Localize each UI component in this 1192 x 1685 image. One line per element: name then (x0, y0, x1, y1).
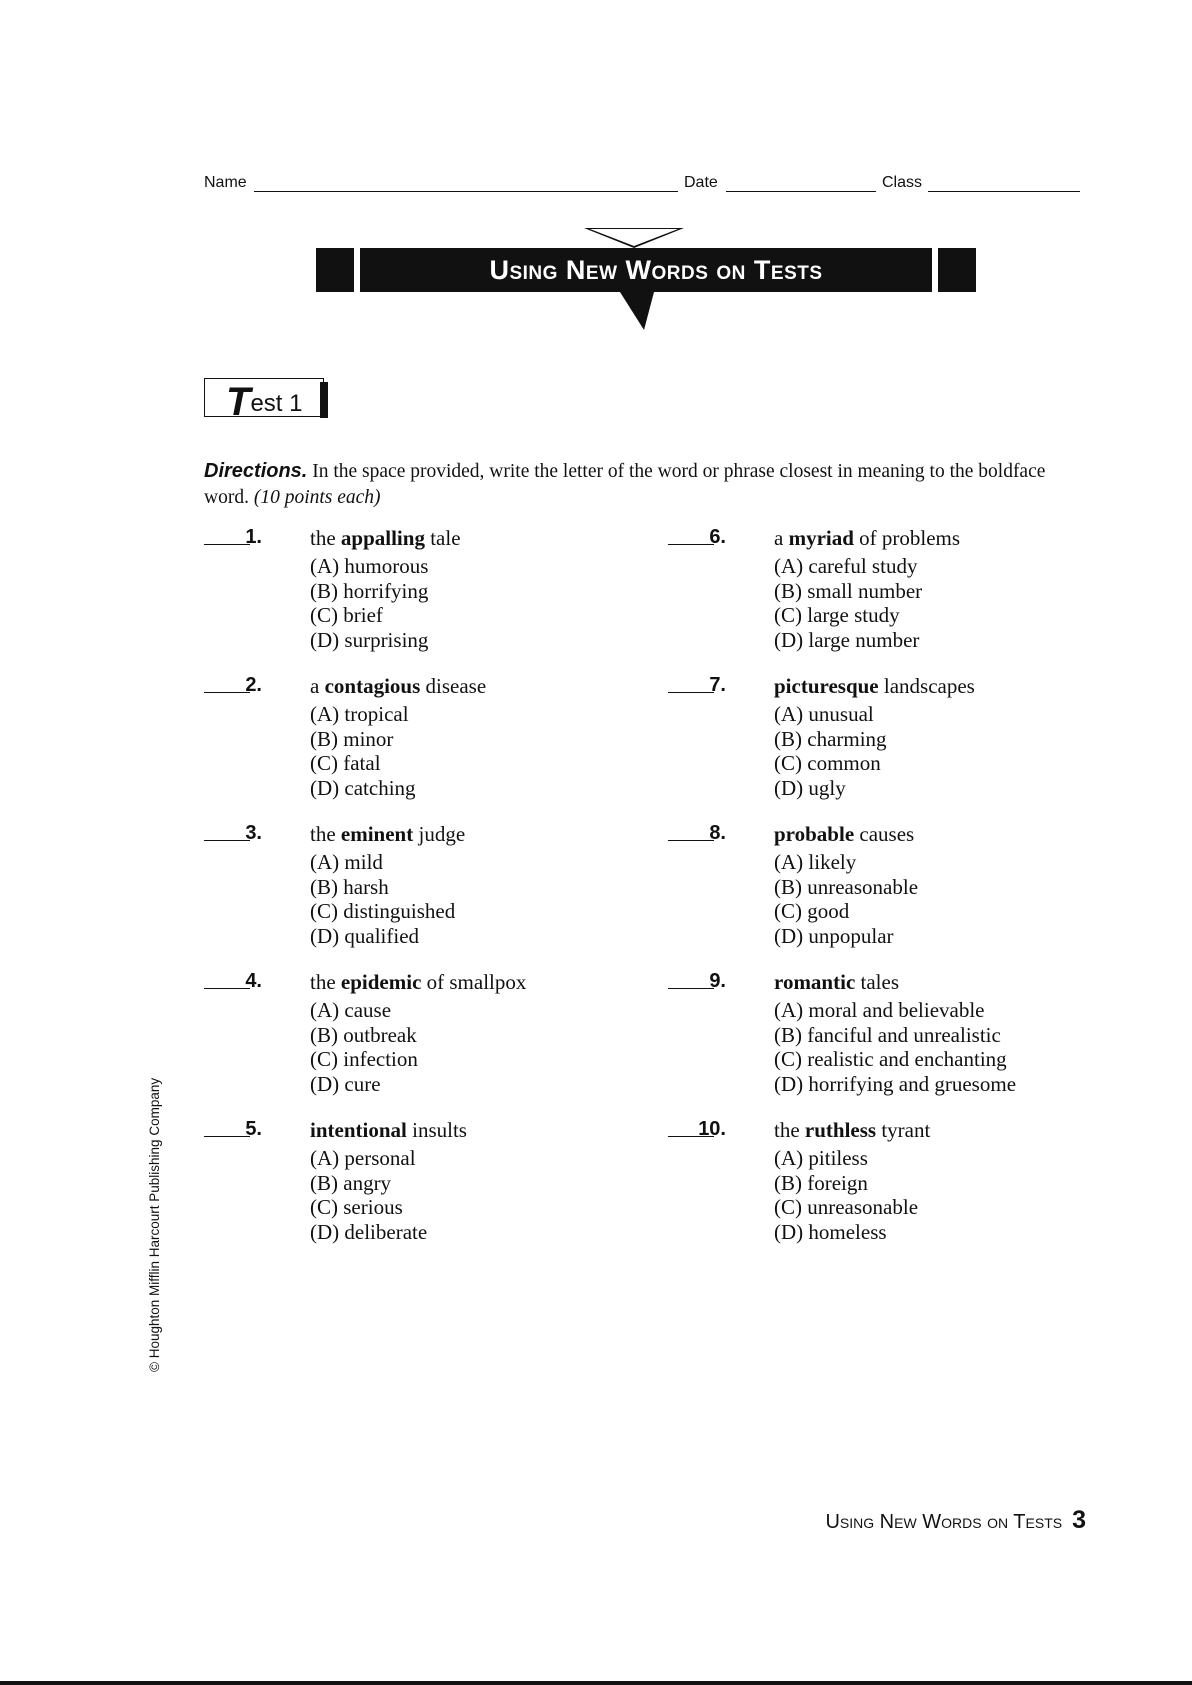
answer-option: (C) serious (310, 1195, 403, 1220)
stem-suffix: causes (854, 822, 915, 846)
option-list (774, 702, 887, 801)
stem-prefix: the (774, 1118, 805, 1142)
question-number: 4. (245, 970, 262, 992)
answer-option: (C) common (774, 751, 881, 776)
question-stem (774, 822, 914, 847)
answer-option: (C) infection (310, 1047, 418, 1072)
answer-option: (A) likely (774, 850, 857, 874)
boldface-word: contagious (324, 674, 421, 698)
class-field[interactable] (928, 191, 1080, 192)
directions-lead: Directions. (204, 460, 308, 482)
option-list (774, 554, 922, 653)
option-list (774, 998, 1016, 1097)
boldface-word: eminent (340, 822, 414, 846)
answer-option: (D) large number (774, 628, 920, 653)
title-banner (316, 228, 976, 332)
name-label: Name (204, 174, 247, 191)
stem-prefix: the (310, 822, 341, 846)
header-fields (204, 174, 1080, 196)
answer-option: (A) careful study (774, 554, 918, 578)
question-number: 2. (245, 674, 262, 696)
class-label: Class (882, 174, 923, 191)
answer-option: (C) realistic and enchanting (774, 1047, 1007, 1072)
question-stem (774, 526, 960, 551)
stem-suffix: disease (420, 674, 487, 698)
answer-option: (C) good (774, 899, 850, 924)
question-number: 10. (698, 1118, 726, 1140)
question-stem (774, 1118, 930, 1143)
bottom-rule (0, 1681, 1192, 1685)
answer-option: (D) unpopular (774, 924, 894, 949)
answer-option: (D) cure (310, 1072, 381, 1097)
option-list (310, 998, 418, 1097)
option-list (310, 554, 428, 653)
answer-option: (D) catching (310, 776, 416, 801)
answer-blank[interactable] (204, 544, 250, 545)
page-title: Using New Words on Tests (489, 254, 823, 285)
questions-right-column (668, 526, 1118, 1266)
boldface-word: intentional (310, 1118, 407, 1142)
answer-option: (B) small number (774, 578, 923, 603)
answer-option: (C) brief (310, 603, 383, 628)
date-label: Date (684, 174, 718, 191)
question-stem (774, 970, 899, 995)
answer-option: (D) ugly (774, 776, 846, 801)
stem-prefix: a (310, 674, 325, 698)
answer-option: (A) pitiless (774, 1146, 868, 1170)
question-number: 5. (245, 1118, 262, 1140)
copyright-notice: © Houghton Mifflin Harcourt Publishing Company (147, 1077, 162, 1372)
boldface-word: romantic (774, 970, 856, 994)
answer-blank[interactable] (668, 692, 714, 693)
question-number: 1. (245, 526, 262, 548)
question-item (204, 1118, 654, 1266)
question-stem (310, 526, 461, 551)
answer-option: (D) qualified (310, 924, 420, 949)
answer-option: (A) tropical (310, 702, 409, 726)
answer-option: (B) outbreak (310, 1022, 417, 1047)
boldface-word: appalling (340, 526, 425, 550)
page-number: 3 (1072, 1506, 1086, 1534)
answer-option: (C) unreasonable (774, 1195, 919, 1220)
date-field[interactable] (726, 191, 876, 192)
answer-option: (B) fanciful and unrealistic (774, 1022, 1001, 1047)
answer-option: (D) deliberate (310, 1220, 428, 1245)
question-item (668, 822, 1118, 970)
answer-option: (D) homeless (774, 1220, 887, 1245)
question-item (668, 1118, 1118, 1266)
answer-option: (C) large study (774, 603, 900, 628)
question-number: 8. (709, 822, 726, 844)
boldface-word: probable (774, 822, 855, 846)
question-stem (310, 674, 486, 699)
question-stem (310, 1118, 467, 1143)
stem-prefix: the (310, 970, 341, 994)
answer-option: (B) foreign (774, 1170, 868, 1195)
answer-blank[interactable] (668, 544, 714, 545)
boldface-word: ruthless (804, 1118, 877, 1142)
stem-suffix: tyrant (876, 1118, 931, 1142)
answer-option: (B) unreasonable (774, 874, 919, 899)
answer-option: (B) harsh (310, 874, 389, 899)
directions (204, 458, 1084, 511)
answer-blank[interactable] (204, 692, 250, 693)
answer-option: (A) humorous (310, 554, 429, 578)
answer-option: (D) surprising (310, 628, 429, 653)
answer-option: (C) fatal (310, 751, 381, 776)
answer-option: (B) minor (310, 726, 394, 751)
footer (825, 1506, 1086, 1535)
answer-option: (A) personal (310, 1146, 416, 1170)
stem-prefix: a (774, 526, 789, 550)
footer-title: Using New Words on Tests (825, 1511, 1063, 1533)
answer-blank[interactable] (204, 988, 250, 989)
banner-right-block (938, 248, 976, 292)
stem-prefix: the (310, 526, 341, 550)
question-item (668, 970, 1118, 1118)
question-item (204, 822, 654, 970)
stem-suffix: tales (855, 970, 899, 994)
answer-blank[interactable] (668, 840, 714, 841)
stem-suffix: judge (413, 822, 466, 846)
option-list (774, 850, 918, 949)
stem-suffix: landscapes (878, 674, 975, 698)
stem-suffix: of problems (853, 526, 961, 550)
answer-option: (A) mild (310, 850, 383, 874)
answer-option: (D) horrifying and gruesome (774, 1072, 1017, 1097)
answer-blank[interactable] (204, 840, 250, 841)
option-list (774, 1146, 918, 1245)
questions-left-column (204, 526, 654, 1266)
answer-option: (A) unusual (774, 702, 874, 726)
boldface-word: picturesque (774, 674, 879, 698)
question-item (204, 970, 654, 1118)
banner-bar (360, 248, 932, 292)
question-number: 6. (709, 526, 726, 548)
option-list (310, 1146, 427, 1245)
directions-text: In the space provided, write the letter of the word or phrase closest in meaning to the boldface word. (204, 461, 1046, 508)
answer-option: (A) cause (310, 998, 392, 1022)
banner-left-block (316, 248, 354, 292)
answer-option: (A) moral and believable (774, 998, 985, 1022)
question-number: 7. (709, 674, 726, 696)
stem-suffix: tale (424, 526, 461, 550)
stem-suffix: insults (406, 1118, 467, 1142)
boldface-word: epidemic (340, 970, 422, 994)
option-list (310, 702, 416, 801)
question-stem (310, 822, 465, 847)
question-stem (310, 970, 526, 995)
answer-option: (B) angry (310, 1170, 392, 1195)
question-number: 9. (709, 970, 726, 992)
question-item (204, 674, 654, 822)
question-number: 3. (245, 822, 262, 844)
question-item (668, 526, 1118, 674)
boldface-word: myriad (788, 526, 854, 550)
question-stem (774, 674, 975, 699)
answer-blank[interactable] (204, 1136, 250, 1137)
option-list (310, 850, 455, 949)
directions-points: (10 points each) (253, 487, 381, 508)
question-item (668, 674, 1118, 822)
answer-option: (C) distinguished (310, 899, 456, 924)
banner-bottom-triangle (620, 292, 654, 330)
answer-option: (B) horrifying (310, 578, 429, 603)
answer-option: (B) charming (774, 726, 887, 751)
stem-suffix: of smallpox (421, 970, 527, 994)
question-item (204, 526, 654, 674)
name-field[interactable] (254, 191, 678, 192)
answer-blank[interactable] (668, 988, 714, 989)
test-label: Test 1 (226, 380, 303, 424)
